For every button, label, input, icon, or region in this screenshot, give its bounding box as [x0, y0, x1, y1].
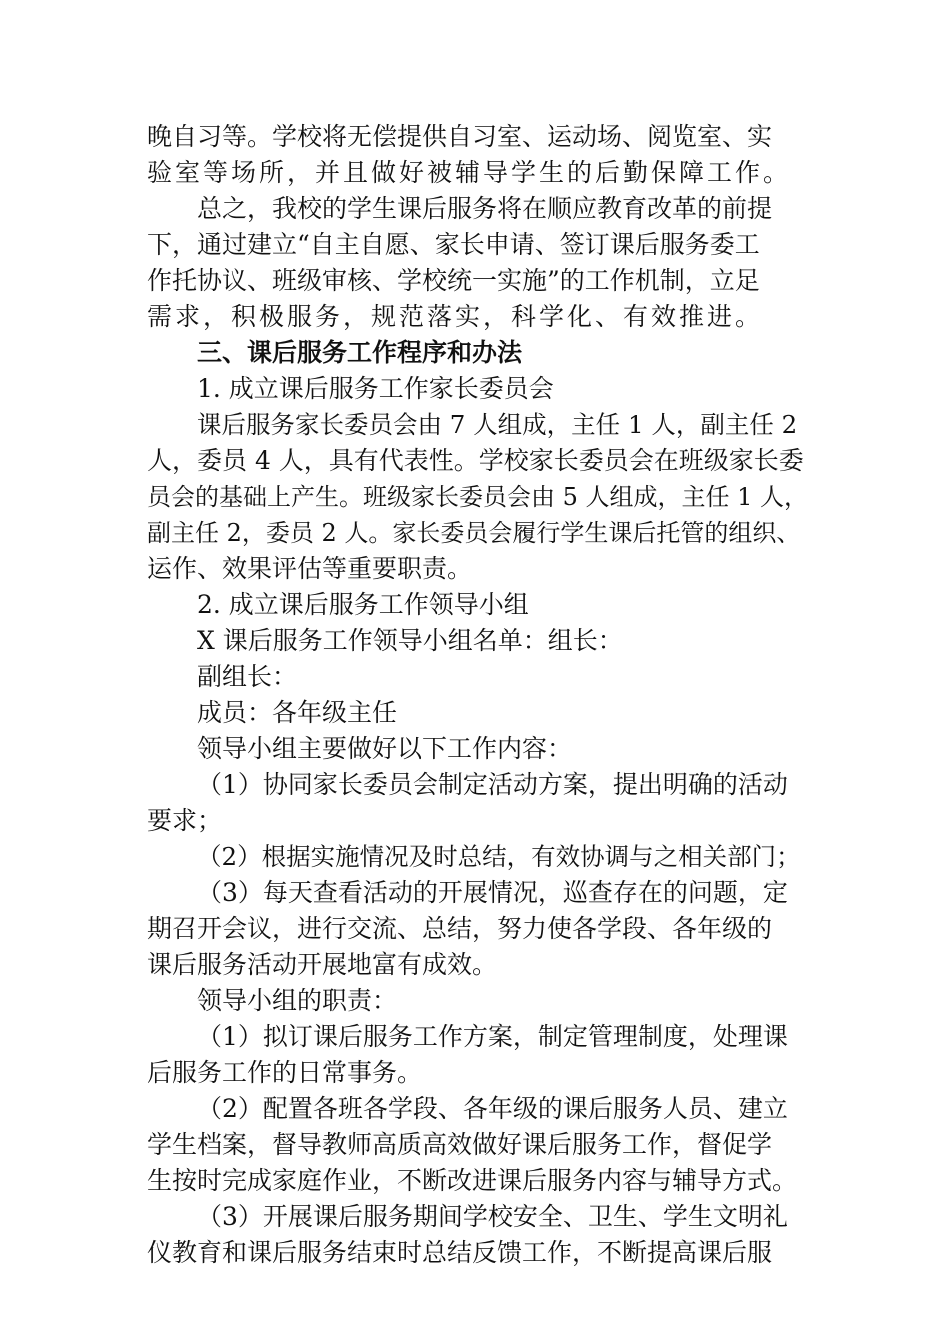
paragraph-line: 验室等场所，并且做好被辅导学生的后勤保障工作。	[147, 158, 792, 187]
list-item-line: 课后服务活动开展地富有成效。	[147, 950, 498, 979]
list-item-line: 后服务工作的日常事务。	[147, 1058, 423, 1087]
paragraph-line: 成员：各年级主任	[197, 698, 398, 727]
subsection-heading: 2. 成立课后服务工作领导小组	[197, 590, 529, 619]
paragraph-line: 晚自习等。学校将无偿提供自习室、运动场、阅览室、实	[147, 122, 773, 151]
paragraph-line: 作托协议、班级审核、学校统一实施”的工作机制，立足	[147, 266, 760, 295]
list-item-line: 仪教育和课后服务结束时总结反馈工作，不断提高课后服	[147, 1238, 773, 1267]
list-item-line: 期召开会议，进行交流、总结，努力使各学段、各年级的	[147, 914, 773, 943]
paragraph-line: X 课后服务工作领导小组名单：组长：	[197, 626, 623, 655]
list-item-line: （3）开展课后服务期间学校安全、卫生、学生文明礼	[197, 1202, 788, 1231]
list-item-line: （2）根据实施情况及时总结，有效协调与之相关部门；	[197, 842, 801, 871]
paragraph-line: 需求，积极服务，规范落实，科学化、有效推进。	[147, 302, 764, 331]
list-item-line: 学生档案，督导教师高质高效做好课后服务工作，督促学	[147, 1130, 773, 1159]
list-item-line: （1）协同家长委员会制定活动方案，提出明确的活动	[197, 770, 788, 799]
list-item-line: 要求；	[147, 806, 223, 835]
list-item-line: 生按时完成家庭作业，不断改进课后服务内容与辅导方式。	[147, 1166, 798, 1195]
list-item-line: （3）每天查看活动的开展情况，巡查存在的问题，定	[197, 878, 788, 907]
list-item-line: （2）配置各班各学段、各年级的课后服务人员、建立	[197, 1094, 788, 1123]
paragraph-line: 副组长：	[197, 662, 298, 691]
paragraph-line: 人，委员 4 人，具有代表性。学校家长委员会在班级家长委	[147, 446, 804, 475]
paragraph-line: 领导小组主要做好以下工作内容：	[197, 734, 573, 763]
section-heading: 三、课后服务工作程序和办法	[197, 338, 523, 367]
paragraph-line: 副主任 2，委员 2 人。家长委员会履行学生课后托管的组织、	[147, 519, 801, 547]
list-item-line: （1）拟订课后服务工作方案，制定管理制度，处理课	[197, 1022, 788, 1051]
paragraph-line: 课后服务家长委员会由 7 人组成，主任 1 人，副主任 2	[197, 410, 798, 439]
paragraph-line: 运作、效果评估等重要职责。	[147, 554, 473, 583]
paragraph-line: 下，通过建立“自主自愿、家长申请、签订课后服务委工	[147, 230, 760, 259]
paragraph-line: 总之，我校的学生课后服务将在顺应教育改革的前提	[197, 194, 773, 223]
paragraph-line: 员会的基础上产生。班级家长委员会由 5 人组成，主任 1 人，	[147, 483, 809, 511]
paragraph-line: 领导小组的职责：	[197, 986, 398, 1015]
subsection-heading: 1. 成立课后服务工作家长委员会	[197, 374, 554, 403]
